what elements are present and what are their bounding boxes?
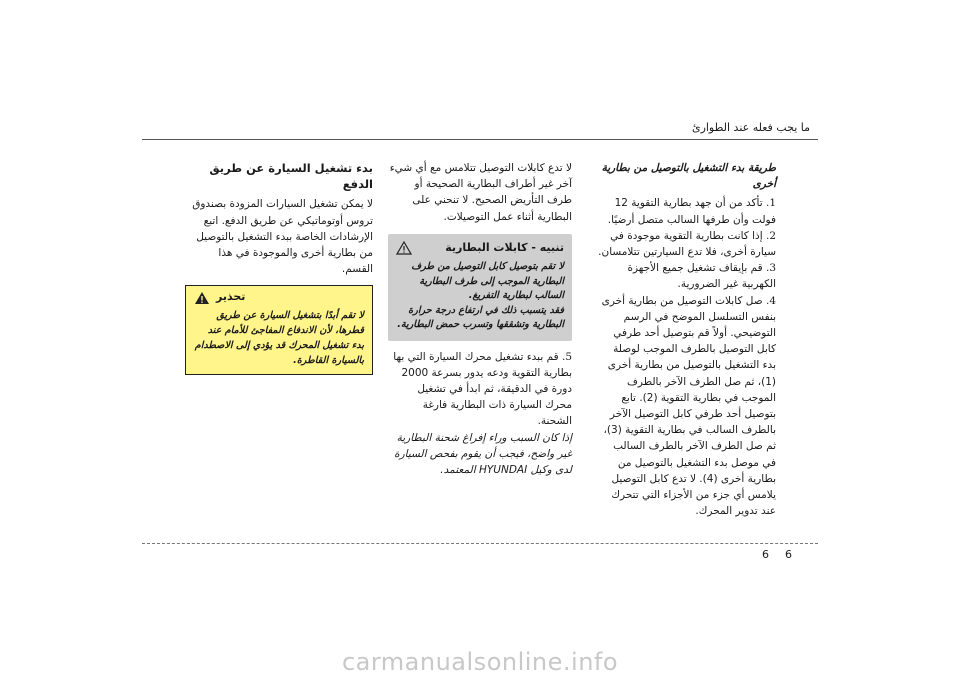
step-text: قم ببدء تشغيل محرك السيارة التي بها بطارية التقوية ودعه يدور بسرعة 2000 دورة في الدقيقة، ثم ابدأ في تشغيل محرك السيارة ذات البطارية فارغة الشحنة. <box>393 350 572 428</box>
step-text: صل كابلات التوصيل من بطارية أخرى بنفس التسلسل الموضح في الرسم التوضيحي. أولاً قم بتوصيل أحد طرفي كابل التوصيل بالطرف الموجب لوصلة بدء التشغيل بالتوصيل من بطارية أخرى (1)، ثم صل الطرف الآخر بالطرف الموجب في بطارية التقوية (2). تابع بتوصيل أحد طرفي كابل التوصيل الآخر بالطرف السالب في بطارية التقوية (3)، ثم صل الطرف الآخر بالطرف السالب في موصل بدء التشغيل بالتوصيل من بطارية أخرى (4). لا تدع كابل التوصيل يلامس أي جزء من الأجزاء التي تتحرك عند تدوير المحرك. <box>601 294 776 518</box>
warning-box <box>185 285 373 374</box>
warning-body <box>194 308 364 368</box>
warning-triangle-icon <box>194 291 210 305</box>
watermark: carmanualsonline.info <box>341 648 619 676</box>
step-number: 1. <box>765 197 776 210</box>
step-number: 3. <box>765 262 776 275</box>
jump-start-procedure-heading: طريقة بدء التشغيل بالتوصيل من بطارية أخرى <box>601 162 776 191</box>
section-header-title: ما يجب فعله عند الطوارئ <box>691 121 810 134</box>
step-item <box>598 195 776 227</box>
step-item <box>598 260 776 292</box>
footer-divider <box>142 543 818 544</box>
push-start-paragraph: لا يمكن تشغيل السيارات المزودة بصندوق تروس أوتوماتيكي عن طريق الدفع. اتبع الإرشادات الخاصة ببدء التشغيل بالتوصيل من بطارية أخرى والموجودة في هذا القسم. <box>192 198 373 276</box>
jump-start-steps <box>598 195 776 519</box>
caution-line: فقد يتسبب ذلك في ارتفاع درجة حرارة البطارية وتشققها وتسرب حمض البطارية. <box>397 304 564 331</box>
middle-column <box>388 160 572 478</box>
step-item <box>598 228 776 260</box>
caution-box <box>388 234 572 341</box>
page-number-left: 6 <box>762 548 769 561</box>
page-number-right: 6 <box>785 548 792 561</box>
step-number: 2. <box>765 229 776 242</box>
step-text: تأكد من أن جهد بطارية التقوية 12 فولت وأن طرفها السالب متصل أرضيًا. <box>607 197 776 226</box>
right-column <box>598 160 776 519</box>
step-number: 5. <box>561 350 572 363</box>
step-text: إذا كانت بطارية التقوية موجودة في سيارة أخرى، فلا تدع السيارتين تتلامسان. <box>598 229 776 259</box>
header-divider <box>142 139 818 140</box>
warning-title: تحذير <box>216 290 246 304</box>
step-item <box>598 293 776 520</box>
step-text: قم بإيقاف تشغيل جميع الأجهزة الكهربية غير الضرورية. <box>627 262 776 291</box>
warning-line: لا تقم أبدًا بتشغيل السيارة عن طريق قطرها، لأن الاندفاع المفاجئ للأمام عند بدء تشغيل المحرك قد يؤدي إلى الاصطدام بالسيارة القاطرة. <box>194 309 364 366</box>
step-number: 4. <box>765 294 776 307</box>
caution-triangle-icon <box>396 241 412 255</box>
caution-line: لا تقم بتوصيل كابل التوصيل من طرف البطارية الموجب إلى طرف البطارية السالب لبطارية التفريغ. <box>411 261 564 302</box>
caution-body <box>396 260 564 333</box>
page-numbers <box>762 548 792 561</box>
step-item <box>388 349 572 430</box>
left-column <box>185 160 373 375</box>
caution-title: تنبيه - كابلات البطارية <box>445 240 564 254</box>
warning-title-row <box>194 289 364 305</box>
push-start-heading: بدء تشغيل السيارة عن طريق الدفع <box>209 161 373 192</box>
dealer-inspection-note: إذا كان السبب وراء إفراغ شحنة البطارية غير واضح، فيجب أن يقوم بفحص السيارة لدى وكيل HYUNDAI المعتمد. <box>394 431 572 476</box>
cable-contact-paragraph: لا تدع كابلات التوصيل تتلامس مع أي شيء آخر غير أطراف البطارية الصحيحة أو طرف التأريض الصحيح. لا تنحني على البطارية أثناء عمل التوصيلات. <box>389 162 572 223</box>
caution-title-row <box>396 240 564 256</box>
